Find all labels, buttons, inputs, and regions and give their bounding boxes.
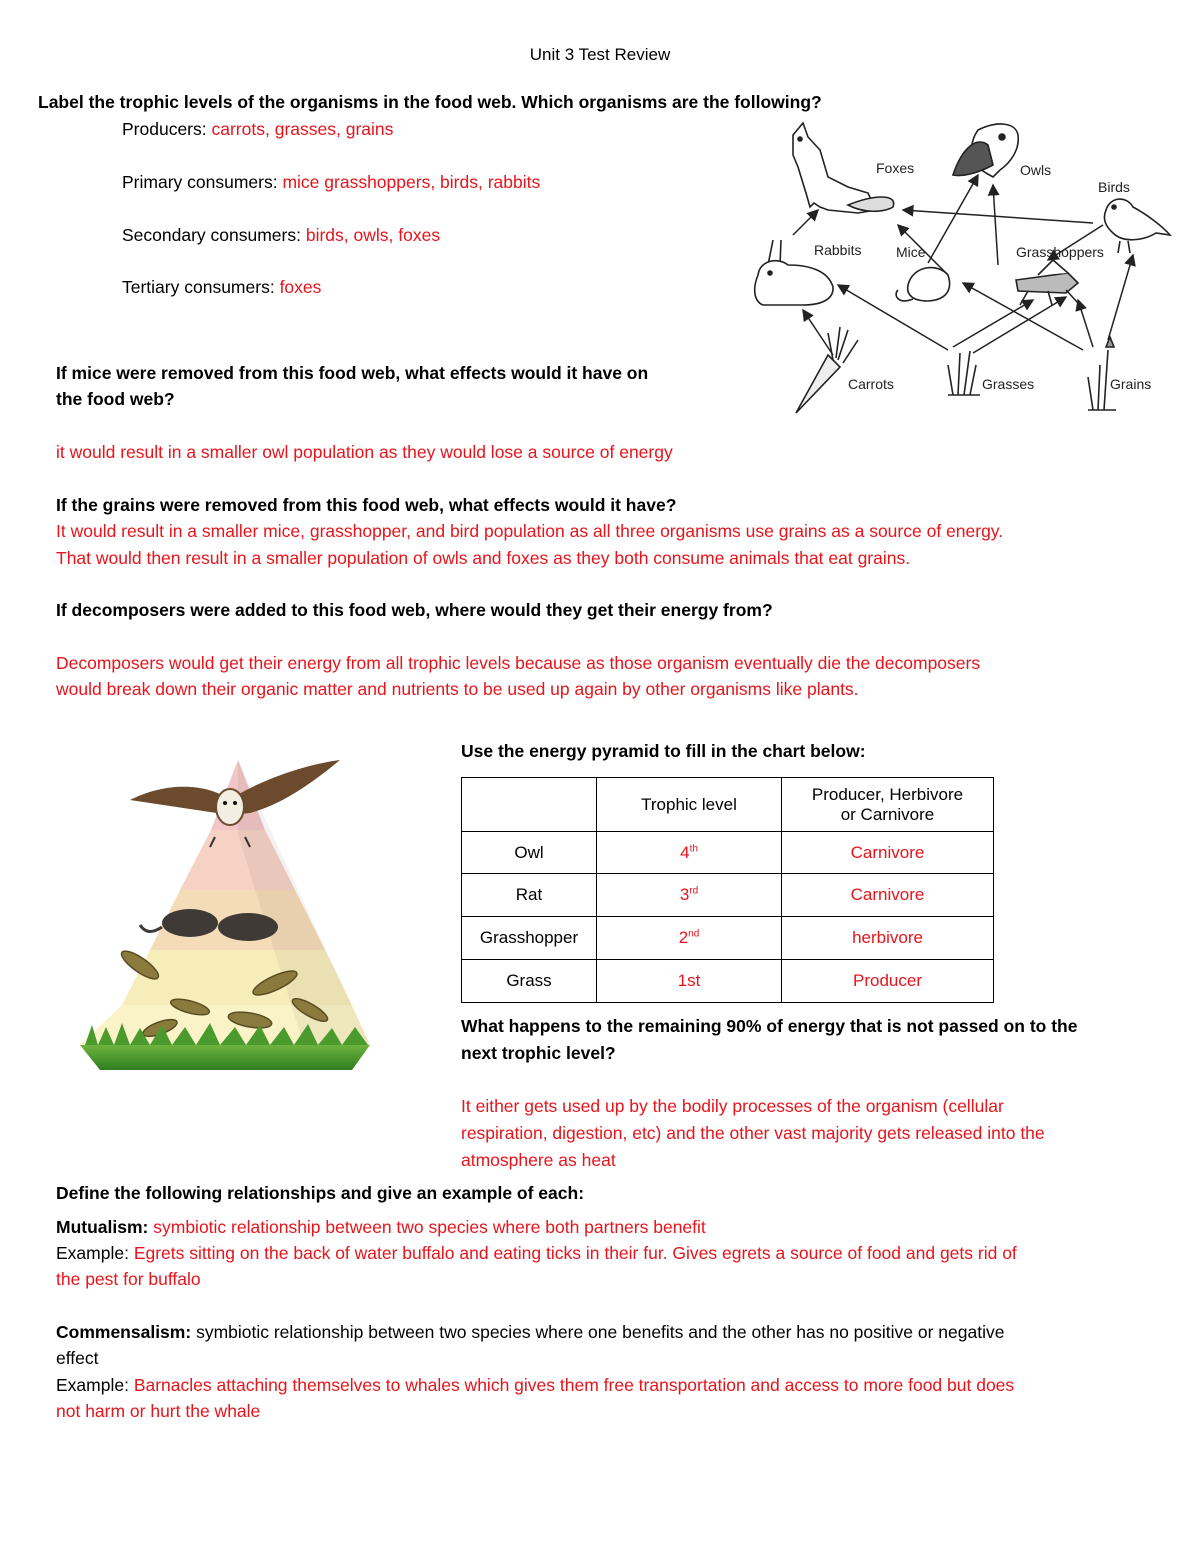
- mice-answer: it would result in a smaller owl population as they would lose a source of energy: [56, 442, 673, 462]
- mutualism-example-line1: Egrets sitting on the back of water buffalo and eating ticks in their fur. Gives egrets a source of food and gets rid of: [133, 1243, 1017, 1263]
- decomposers-question: If decomposers were added to this food web, where would they get their energy from?: [56, 600, 773, 620]
- tertiary-consumers-answer: foxes: [279, 277, 322, 297]
- mutualism-definition: symbiotic relationship between two species where both partners benefit: [153, 1217, 706, 1237]
- tertiary-consumers-row: [122, 277, 321, 298]
- mice-question-line1: If mice were removed from this food web, what effects would it have on: [56, 363, 649, 383]
- type-cell: Producer: [782, 960, 994, 1003]
- grains-label: Grains: [1110, 376, 1152, 392]
- producers-label: Producers:: [122, 119, 207, 139]
- mice-label: Mice: [896, 244, 926, 260]
- organism-cell: Grass: [462, 960, 597, 1003]
- energy-question-line2: next trophic level?: [461, 1043, 616, 1063]
- organism-cell: Rat: [462, 874, 597, 917]
- mutualism-example-label: Example:: [56, 1243, 129, 1263]
- chart-header-type-line2: or Carnivore: [840, 804, 935, 824]
- commensalism-example-line1: Barnacles attaching themselves to whales which gives them free transportation and access to more food but does: [133, 1375, 1015, 1395]
- page-title: Unit 3 Test Review: [529, 45, 671, 64]
- primary-consumers-label: Primary consumers:: [122, 172, 278, 192]
- grains-question: If the grains were removed from this food web, what effects would it have?: [56, 495, 677, 515]
- foxes-label: Foxes: [876, 160, 915, 176]
- commensalism-definition-line1: symbiotic relationship between two species where one benefits and the other has no positive or negative: [196, 1322, 1005, 1342]
- energy-answer-line3: atmosphere as heat: [461, 1150, 616, 1170]
- energy-answer-line1: It either gets used up by the bodily processes of the organism (cellular: [461, 1096, 1004, 1116]
- bird-drawing: [1104, 199, 1170, 253]
- commensalism-example-line2: not harm or hurt the whale: [56, 1401, 261, 1421]
- commensalism-definition-line2: effect: [56, 1348, 99, 1368]
- commensalism-example-row: [56, 1375, 1014, 1396]
- mouse-drawing: [896, 268, 949, 301]
- grasshoppers-label: Grasshoppers: [1016, 244, 1104, 260]
- level-sup: nd: [688, 928, 700, 940]
- commensalism-definition-row: [56, 1322, 1004, 1343]
- decomposers-answer-line1: Decomposers would get their energy from all trophic levels because as those organism eventually die the decomposers: [56, 653, 981, 673]
- level-num: 4: [680, 842, 690, 862]
- mice-question-line2: the food web?: [56, 389, 175, 409]
- trophic-chart: [461, 777, 994, 1003]
- grasshopper-drawing: [1016, 260, 1078, 305]
- trophic-level-cell: [597, 917, 782, 960]
- level-sup: rd: [689, 885, 699, 897]
- grains-drawing: [1088, 337, 1116, 410]
- food-web-question: Label the trophic levels of the organisms in the food web. Which organisms are the following?: [38, 92, 822, 112]
- chart-header-row: [462, 778, 994, 832]
- organism-cell: Grasshopper: [462, 917, 597, 960]
- owls-label: Owls: [1020, 162, 1052, 178]
- trophic-level-cell: [597, 874, 782, 917]
- carrots-label: Carrots: [848, 376, 894, 392]
- energy-question-line1: What happens to the remaining 90% of energy that is not passed on to the: [461, 1016, 1078, 1036]
- birds-label: Birds: [1098, 179, 1130, 195]
- level-num: 1st: [677, 971, 701, 990]
- primary-consumers-answer: mice grasshoppers, birds, rabbits: [282, 172, 541, 192]
- decomposers-answer-line2: would break down their organic matter and nutrients to be used up again by other organisms like plants.: [56, 679, 859, 699]
- primary-consumers-row: [122, 172, 540, 193]
- table-row: [462, 960, 994, 1003]
- mutualism-example-row: [56, 1243, 1017, 1264]
- mutualism-term: Mutualism:: [56, 1217, 149, 1237]
- secondary-consumers-answer: birds, owls, foxes: [305, 225, 441, 245]
- producers-answer: carrots, grasses, grains: [211, 119, 394, 139]
- tertiary-consumers-label: Tertiary consumers:: [122, 277, 275, 297]
- mutualism-definition-row: [56, 1217, 706, 1238]
- secondary-consumers-row: [122, 225, 440, 246]
- chart-header-type: [782, 778, 994, 832]
- producers-row: [122, 119, 393, 140]
- trophic-level-cell: [597, 832, 782, 874]
- owl-drawing: [953, 124, 1018, 177]
- commensalism-term: Commensalism:: [56, 1322, 192, 1342]
- energy-answer-line2: respiration, digestion, etc) and the other vast majority gets released into the: [461, 1123, 1045, 1143]
- mutualism-example-line2: the pest for buffalo: [56, 1269, 201, 1289]
- table-row: [462, 874, 994, 917]
- grains-answer-line2: That would then result in a smaller population of owls and foxes as they both consume animals that eat grains.: [56, 548, 911, 568]
- type-cell: Carnivore: [782, 832, 994, 874]
- level-num: 3: [679, 885, 690, 904]
- grasses-label: Grasses: [982, 376, 1035, 392]
- type-cell: herbivore: [782, 917, 994, 960]
- trophic-level-cell: [597, 960, 782, 1003]
- secondary-consumers-label: Secondary consumers:: [122, 225, 301, 245]
- grasses-drawing: [948, 351, 980, 395]
- carrot-drawing: [796, 327, 858, 413]
- food-web-diagram: [748, 115, 1178, 420]
- organism-cell: Owl: [462, 832, 597, 874]
- table-row: [462, 832, 994, 874]
- pyramid-instruction: Use the energy pyramid to fill in the chart below:: [461, 741, 866, 761]
- chart-header-type-line1: Producer, Herbivore: [811, 784, 964, 804]
- energy-pyramid-image: [70, 745, 400, 1080]
- chart-header-blank: [462, 778, 597, 832]
- type-cell: Carnivore: [782, 874, 994, 917]
- table-row: [462, 917, 994, 960]
- commensalism-example-label: Example:: [56, 1375, 129, 1395]
- level-num: 2: [678, 928, 689, 947]
- rabbits-label: Rabbits: [814, 242, 862, 258]
- relationships-heading: Define the following relationships and give an example of each:: [56, 1183, 585, 1203]
- level-sup: th: [689, 842, 698, 854]
- chart-header-trophic: Trophic level: [597, 778, 782, 832]
- grains-answer-line1: It would result in a smaller mice, grasshopper, and bird population as all three organisms use grains as a source of energy.: [56, 521, 1004, 541]
